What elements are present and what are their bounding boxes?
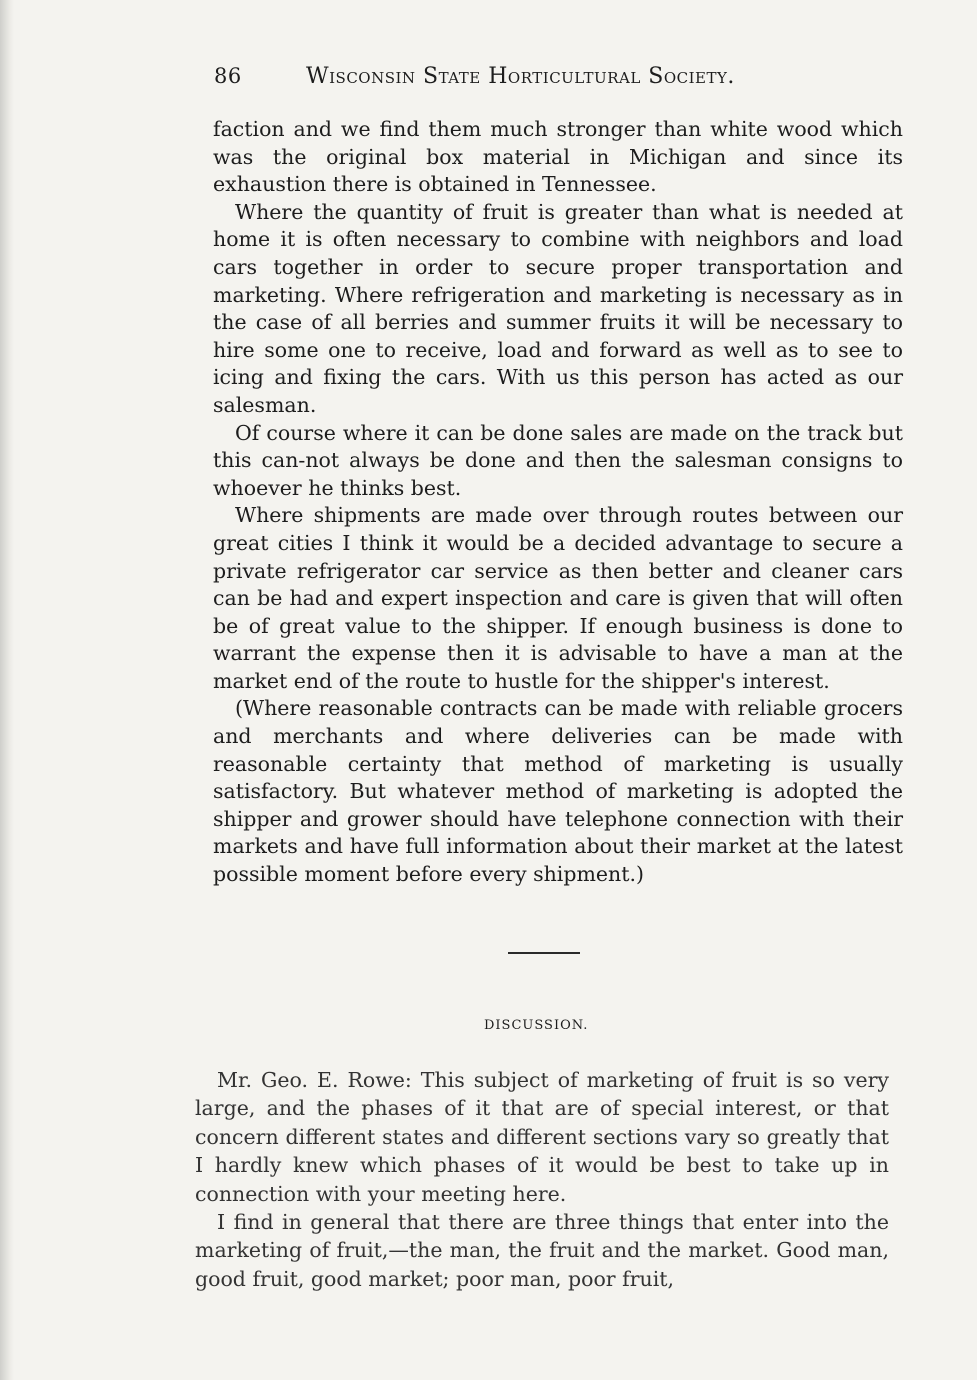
paragraph: (Where reasonable contracts can be made with reliable grocers and merchants and where deliveries can be made with reasonable certainty that method of marketing is usually satisfactory. But whatever method of marketing is adopted the shipper and grower should have telephone connection with their markets and have full information about their market at the latest possible moment before every shipment.) (213, 696, 903, 887)
main-text (213, 116, 903, 889)
paragraph: Of course where it can be done sales are made on the track but this can-not always be done and then the salesman consigns to whoever he thinks best. (213, 420, 903, 500)
page-edge-shadow (0, 0, 14, 1380)
page-header (214, 64, 814, 89)
paragraph: faction and we find them much stronger than white wood which was the original box material in Michigan and since its exhaustion there is obtained in Tennessee. (213, 117, 903, 197)
section-heading: DISCUSSION. (484, 1018, 589, 1033)
paragraph: Where the quantity of fruit is greater than what is needed at home it is often necessary to combine with neighbors and load cars together in order to secure proper transportation and marketing. Where refrigeration and marketing is necessary as in the case of all berries and summer fruits it will be necessary to hire some one to receive, load and forward as well as to see to icing and fixing the cars. With us this person has acted as our salesman. (213, 199, 903, 417)
section-divider (508, 952, 580, 954)
discussion-paragraph: I find in general that there are three things that enter into the marketing of fruit,—the man, the fruit and the market. Good man, good fruit, good market; poor man, poor fruit, (195, 1210, 889, 1291)
running-title: Wisconsin State Horticultural Society. (306, 64, 735, 89)
discussion-text (195, 1066, 889, 1293)
paragraph: Where shipments are made over through routes between our great cities I think it would be a decided advantage to secure a private refrigerator car service as then better and cleaner cars can be had and expert inspection and care is given that will often be of great value to the shipper. If enough business is done to warrant the expense then it is advisable to have a man at the market end of the route to hustle for the shipper's interest. (213, 503, 903, 693)
discussion-paragraph: Mr. Geo. E. Rowe: This subject of marketing of fruit is so very large, and the phases of it that are of special interest, or that concern different states and different sections vary so greatly that I hardly knew which phases of it would be best to take up in connection with your meeting here. (195, 1068, 889, 1206)
page-number: 86 (214, 64, 242, 88)
